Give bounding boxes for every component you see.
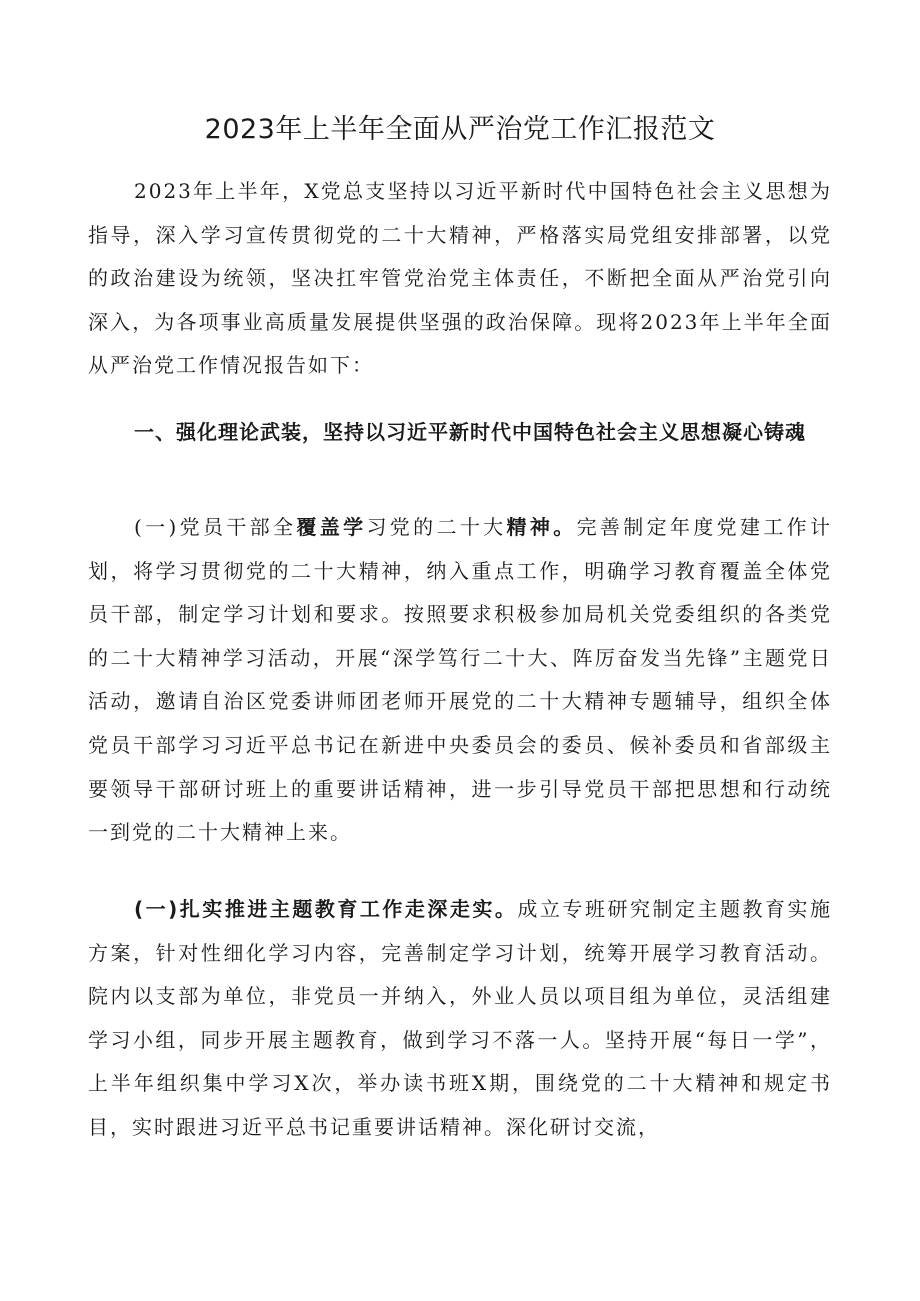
item-1-paragraph xyxy=(88,506,832,855)
item-1-mid: 习党的二十大 xyxy=(366,515,507,539)
item-1-bold-a: 覆盖学 xyxy=(296,515,367,539)
item-2-paragraph xyxy=(88,888,832,1150)
item-1-bold-b: 精神。 xyxy=(506,515,577,539)
item-2-body: 成立专班研究制定主题教育实施方案，针对性细化学习内容，完善制定学习计划，统筹开展学习教育活动。院内以支部为单位，非党员一并纳入，外业人员以项目组为单位，灵活组建学习小组，同步开展主题教育，做到学习不落一人。坚持开展“每日一学”，上半年组织集中学习X次，举办读书班X期，围绕党的二十大精神和规定书目，实时跟进习近平总书记重要讲话精神。深化研讨交流， xyxy=(88,897,833,1139)
document-title: 2023年上半年全面从严治党工作汇报范文 xyxy=(204,114,716,145)
section-heading-1: 一、强化理论武装，坚持以习近平新时代中国特色社会主义思想凝心铸魂 xyxy=(134,420,806,444)
item-1-body: 完善制定年度党建工作计划，将学习贯彻党的二十大精神，纳入重点工作，明确学习教育覆盖全体党员干部，制定学习计划和要求。按照要求积极参加局机关党委组织的各类党的二十大精神学习活动，开展“深学笃行二十大、阵厉奋发当先锋”主题党日活动，邀请自治区党委讲师团老师开展党的二十大精神专题辅导，组织全体党员干部学习习近平总书记在新进中央委员会的委员、候补委员和省部级主要领导干部研讨班上的重要讲话精神，进一步引导党员干部把思想和行动统一到党的二十大精神上来。 xyxy=(88,515,833,845)
item-2-heading: (一)扎实推进主题教育工作走深走实。 xyxy=(134,897,518,921)
item-1-prefix: (一)党员干部全 xyxy=(134,515,297,539)
intro-paragraph: 2023年上半年，X党总支坚持以习近平新时代中国特色社会主义思想为指导，深入学习宣传贯彻党的二十大精神，严格落实局党组安排部署，以党的政治建设为统领，坚决扛牢管党治党主体责任，不断把全面从严治党引向深入，为各项事业高质量发展提供坚强的政治保障。现将2023年上半年全面从严治党工作情况报告如下： xyxy=(88,179,832,378)
